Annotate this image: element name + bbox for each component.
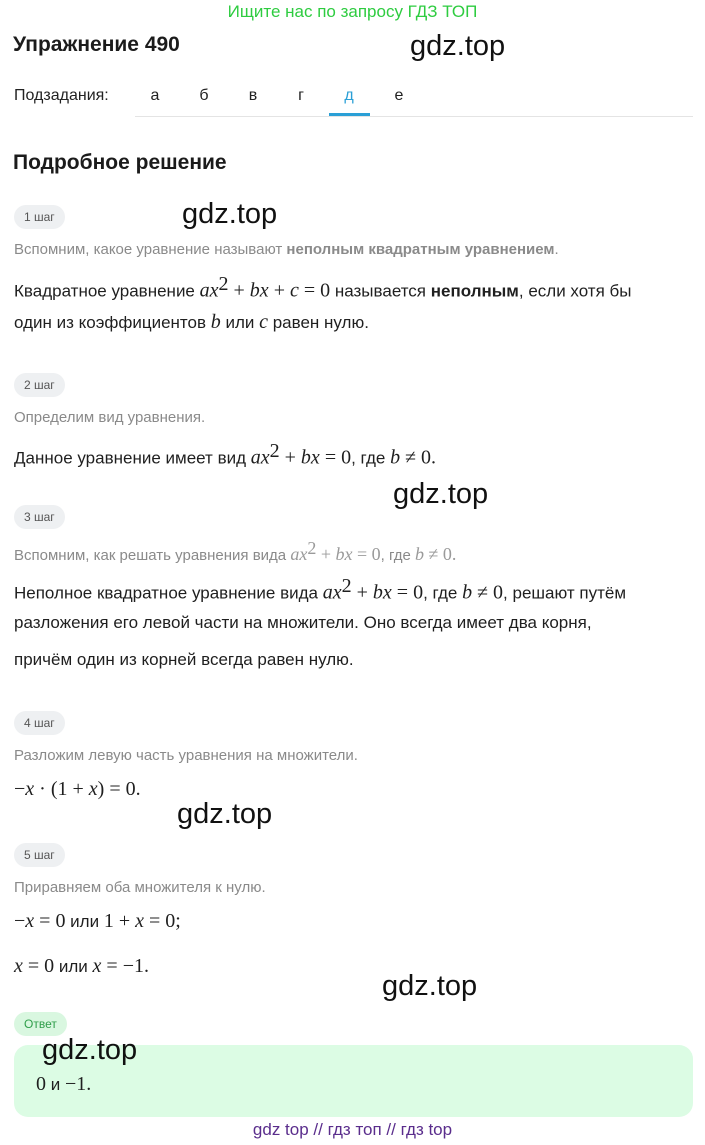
subtask-tab-b[interactable]: б xyxy=(199,87,209,104)
step-formula: x = 0 или x = −1. xyxy=(14,955,149,977)
step-badge: 4 шаг xyxy=(14,711,65,735)
answer-badge: Ответ xyxy=(14,1012,67,1036)
step-hint: Вспомним, какое уравнение называют неполным квадратным уравнением. xyxy=(14,241,559,258)
step-badge: 3 шаг xyxy=(14,505,65,529)
step-text: причём один из корней всегда равен нулю. xyxy=(14,650,354,669)
watermark: gdz.top xyxy=(382,970,478,1002)
footer-links[interactable]: gdz top // гдз топ // гдз top xyxy=(252,1120,453,1139)
subtasks-divider xyxy=(135,116,693,117)
step-text: Данное уравнение имеет вид $ax^2$ + bx = 0, где b ≠ 0. xyxy=(14,440,437,469)
step-badge: 1 шаг xyxy=(14,205,65,229)
section-title: Подробное решение xyxy=(13,151,227,174)
page-title: Упражнение 490 xyxy=(13,33,180,56)
subtask-tab-d[interactable]: д xyxy=(344,87,354,104)
step-hint: Разложим левую часть уравнения на множители. xyxy=(14,747,358,764)
step-text: Квадратное уравнение $ax^2$ + bx + c = 0 называется неполным, если хотя бы xyxy=(14,273,632,302)
watermark: gdz.top xyxy=(393,478,489,510)
subtask-tab-v[interactable]: в xyxy=(248,87,258,104)
active-tab-indicator xyxy=(329,113,370,116)
step-text: Неполное квадратное уравнение вида $ax^2$ + bx = 0, где b ≠ 0, решают путём xyxy=(14,575,627,604)
subtask-tab-a[interactable]: а xyxy=(150,87,160,104)
step-badge: 5 шаг xyxy=(14,843,65,867)
step-hint: Вспомним, как решать уравнения вида $ax^2$ + bx = 0, где b ≠ 0. xyxy=(14,538,457,564)
watermark: gdz.top xyxy=(410,30,506,62)
step-badge: 2 шаг xyxy=(14,373,65,397)
step-formula: −x · (1 + x) = 0. xyxy=(14,778,141,800)
subtasks-label: Подзадания: xyxy=(14,87,109,104)
subtask-tab-e[interactable]: е xyxy=(394,87,404,104)
step-hint: Определим вид уравнения. xyxy=(14,409,206,426)
watermark: gdz.top xyxy=(42,1034,138,1066)
step-text: разложения его левой части на множители. Оно всегда имеет два корня, xyxy=(14,613,592,632)
top-banner[interactable]: Ищите нас по запросу ГДЗ ТОП xyxy=(227,2,478,21)
answer-text: 0 и −1. xyxy=(36,1073,92,1095)
step-hint: Приравняем оба множителя к нулю. xyxy=(14,879,266,896)
watermark: gdz.top xyxy=(177,798,273,830)
subtask-tab-g[interactable]: г xyxy=(298,87,304,104)
step-text: один из коэффициентов b или c равен нулю. xyxy=(14,311,369,333)
step-formula: −x = 0 или 1 + x = 0; xyxy=(14,910,181,932)
watermark: gdz.top xyxy=(182,198,278,230)
